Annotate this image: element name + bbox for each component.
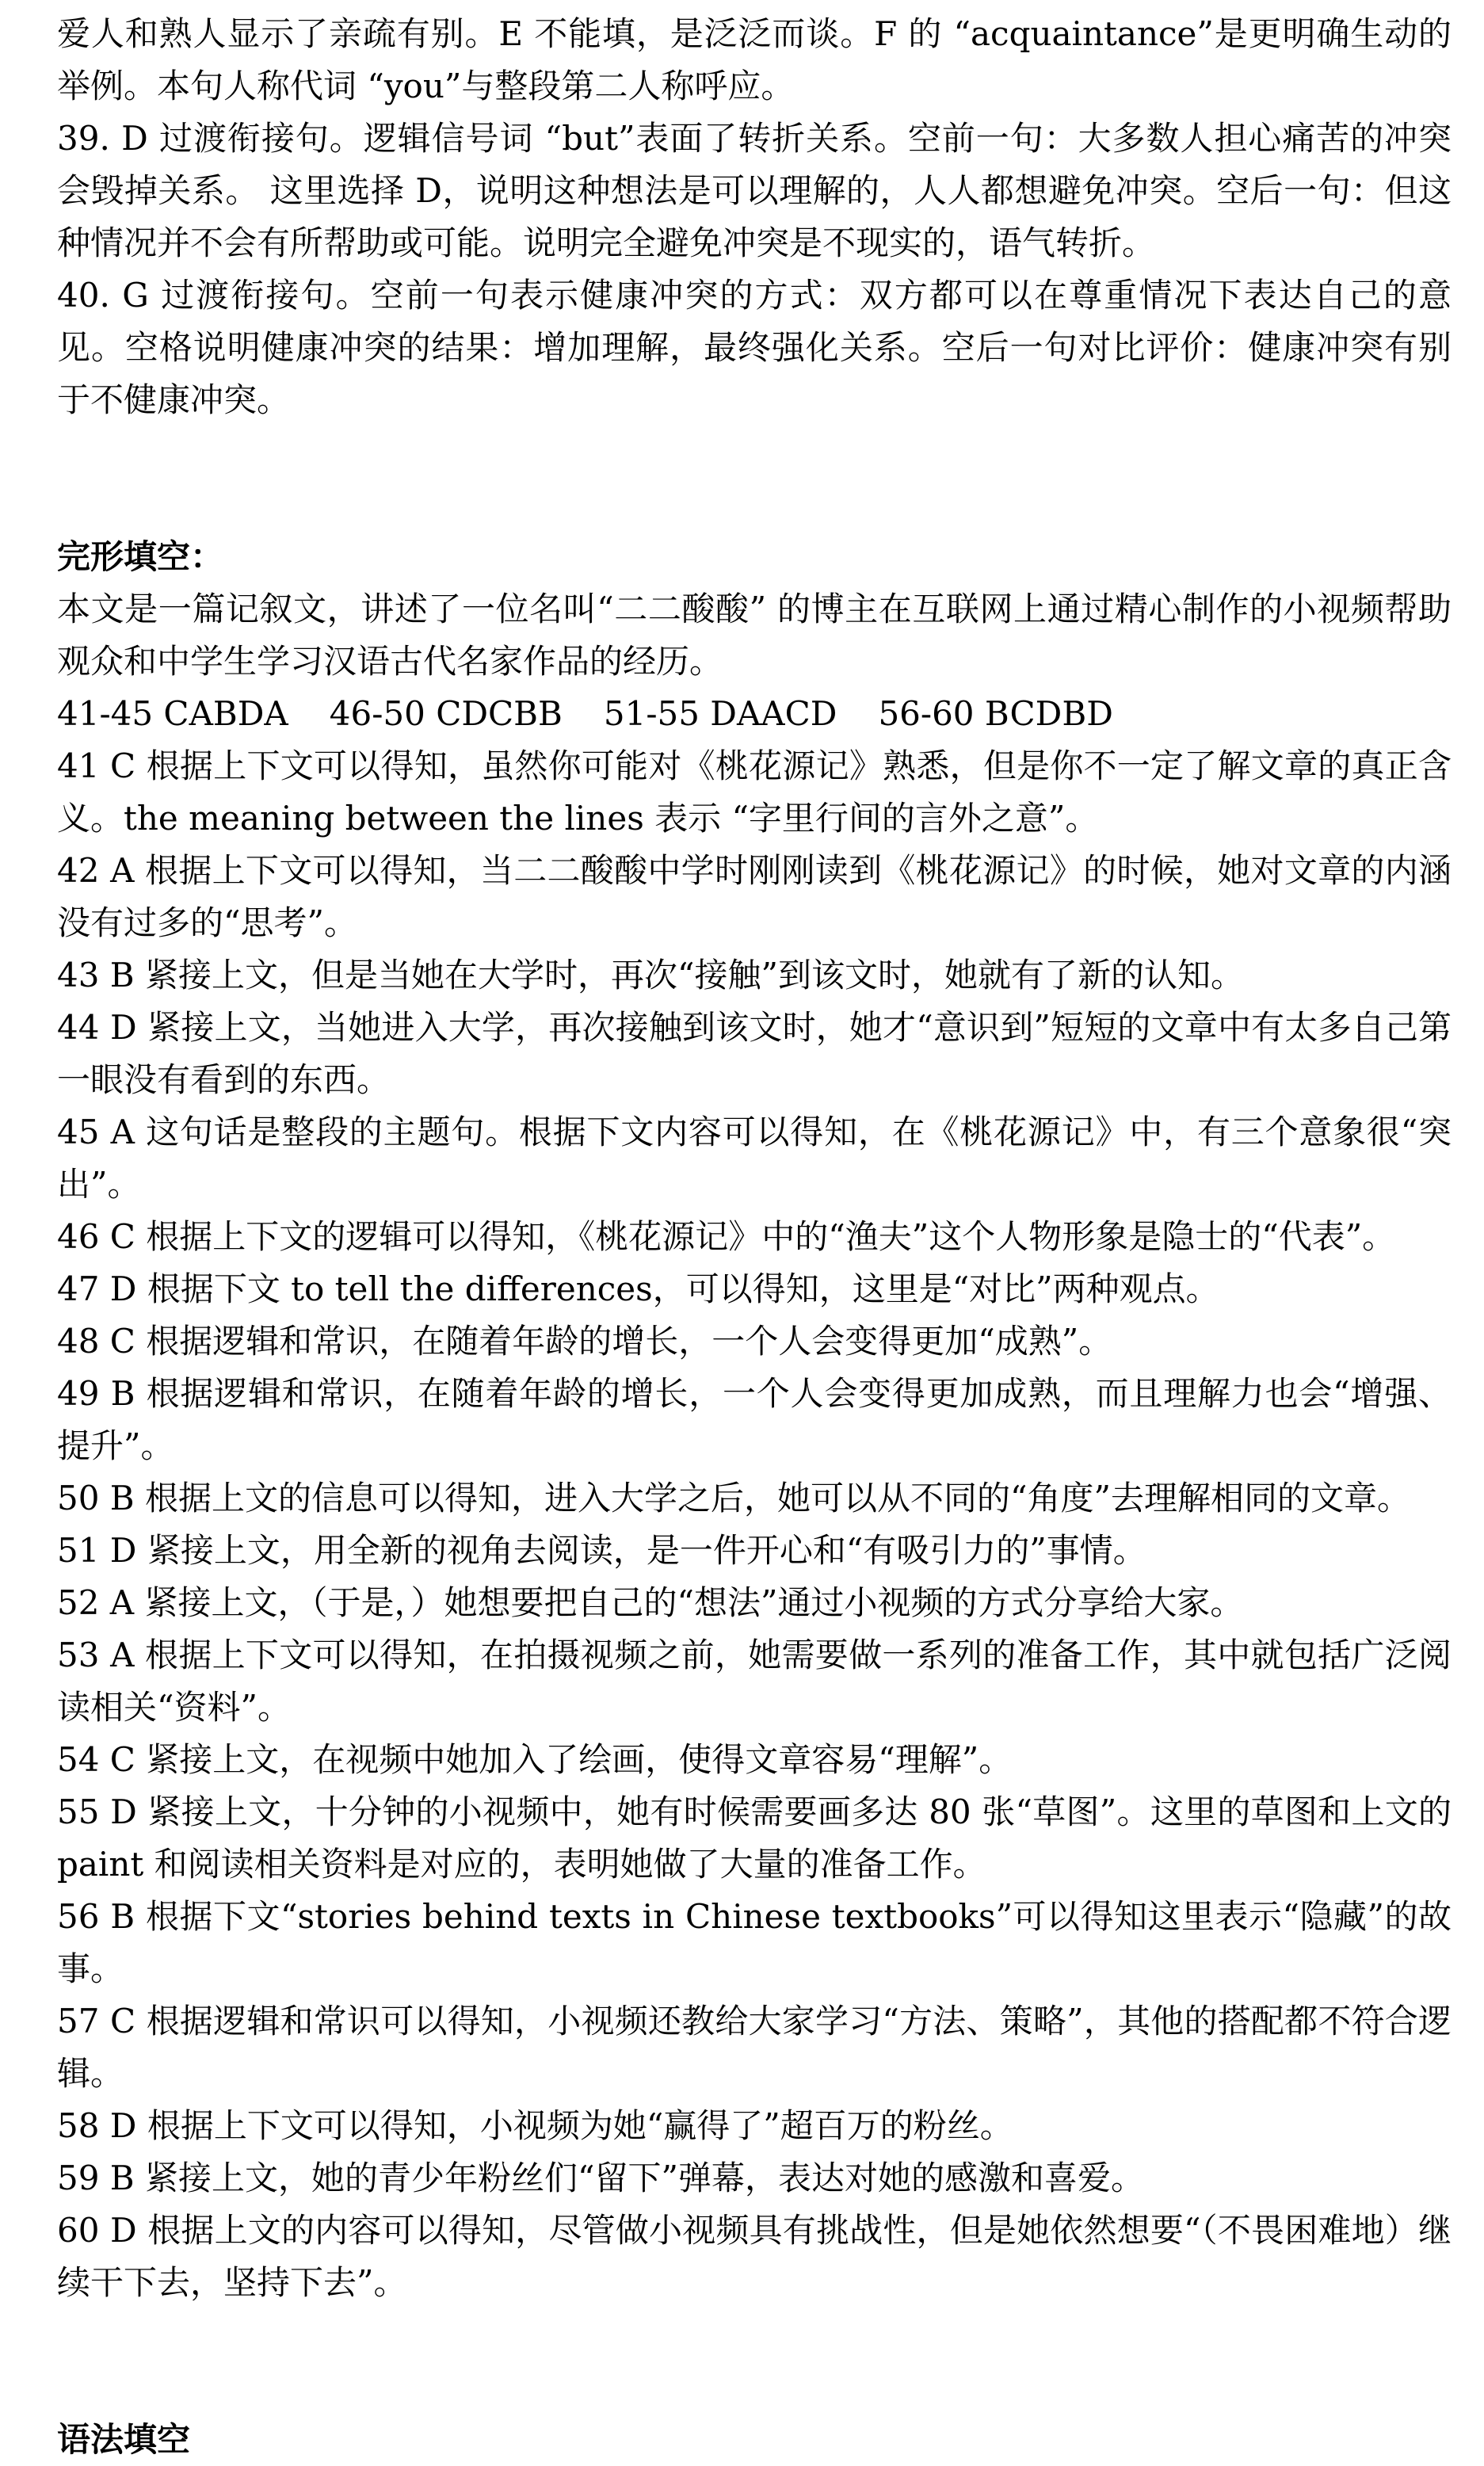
explanation-47: 47 D 根据下文 to tell the differences，可以得知，这里是“对比”两种观点。 bbox=[57, 1269, 1219, 1308]
answer-group: 41-45 CABDA bbox=[57, 694, 288, 733]
section-spacer bbox=[57, 426, 1452, 531]
explanation-59: 59 B 紧接上文，她的青少年粉丝们“留下”弹幕，表达对她的感激和喜爱。 bbox=[57, 2159, 1144, 2197]
explanation-60: 60 D 根据上文的内容可以得知，尽管做小视频具有挑战性，但是她依然想要“（不畏困难地）继续干下去，坚持下去”。 bbox=[57, 2211, 1452, 2302]
document-page bbox=[57, 8, 1452, 2466]
explanation-53: 53 A 根据上下文可以得知，在拍摄视频之前，她需要做一系列的准备工作，其中就包括广泛阅读相关“资料”。 bbox=[57, 1636, 1452, 1727]
grammar-heading: 语法填空 bbox=[57, 2420, 191, 2459]
explanation-45: 45 A 这句话是整段的主题句。根据下文内容可以得知，在《桃花源记》中，有三个意象很“突出”。 bbox=[57, 1113, 1452, 1204]
explanation-52: 52 A 紧接上文，（于是，）她想要把自己的“想法”通过小视频的方式分享给大家。 bbox=[57, 1583, 1244, 1622]
explanation-51: 51 D 紧接上文，用全新的视角去阅读，是一件开心和“有吸引力的”事情。 bbox=[57, 1531, 1146, 1570]
explanation-42: 42 A 根据上下文可以得知，当二二酸酸中学时刚刚读到《桃花源记》的时候，她对文章的内涵没有过多的“思考”。 bbox=[57, 851, 1452, 942]
explanation-55: 55 D 紧接上文，十分钟的小视频中，她有时候需要画多达 80 张“草图”。这里的草图和上文的 paint 和阅读相关资料是对应的，表明她做了大量的准备工作。 bbox=[57, 1792, 1452, 1884]
explanation-49: 49 B 根据逻辑和常识，在随着年龄的增长，一个人会变得更加成熟，而且理解力也会“增强、提升”。 bbox=[57, 1374, 1452, 1465]
explanation-50: 50 B 根据上文的信息可以得知，进入大学之后，她可以从不同的“角度”去理解相同的文章。 bbox=[57, 1479, 1410, 1517]
explanation-57: 57 C 根据逻辑和常识可以得知，小视频还教给大家学习“方法、策略”，其他的搭配都不符合逻辑。 bbox=[57, 2002, 1452, 2093]
explanation-58: 58 D 根据上下文可以得知，小视频为她“赢得了”超百万的粉丝。 bbox=[57, 2106, 1013, 2145]
explanation-41: 41 C 根据上下文可以得知，虽然你可能对《桃花源记》熟悉，但是你不一定了解文章的真正含义。the meaning between the lines 表示 “字里行间的言外之意”。 bbox=[57, 746, 1452, 838]
explanation-43: 43 B 紧接上文，但是当她在大学时，再次“接触”到该文时，她就有了新的认知。 bbox=[57, 956, 1244, 994]
paragraph-q39: 39. D 过渡衔接句。逻辑信号词 “but”表面了转折关系。空前一句：大多数人担心痛苦的冲突会毁掉关系。 这里选择 D，说明这种想法是可以理解的，人人都想避免冲突。空后一句：但这种情况并不会有所帮助或可能。说明完全避免冲突是不现实的，语气转折。 bbox=[57, 119, 1452, 262]
explanation-56: 56 B 根据下文“stories behind texts in Chinese textbooks”可以得知这里表示“隐藏”的故事。 bbox=[57, 1897, 1452, 1988]
section-spacer bbox=[57, 2309, 1452, 2414]
answer-group: 51-55 DAACD bbox=[603, 694, 837, 733]
explanation-46: 46 C 根据上下文的逻辑可以得知，《桃花源记》中的“渔夫”这个人物形象是隐士的“代表”。 bbox=[57, 1217, 1396, 1256]
explanation-48: 48 C 根据逻辑和常识，在随着年龄的增长，一个人会变得更加“成熟”。 bbox=[57, 1322, 1112, 1361]
answer-group: 46-50 CDCBB bbox=[329, 694, 563, 733]
cloze-heading: 完形填空： bbox=[57, 537, 224, 576]
cloze-answer-key bbox=[57, 688, 1452, 740]
paragraph-acquaintance: 爱人和熟人显示了亲疏有别。E 不能填，是泛泛而谈。F 的 “acquaintance”是更明确生动的举例。本句人称代词 “you”与整段第二人称呼应。 bbox=[57, 14, 1452, 105]
cloze-intro: 本文是一篇记叙文，讲述了一位名叫“二二酸酸” 的博主在互联网上通过精心制作的小视频帮助观众和中学生学习汉语古代名家作品的经历。 bbox=[57, 590, 1452, 681]
explanation-44: 44 D 紧接上文，当她进入大学，再次接触到该文时，她才“意识到”短短的文章中有太多自己第一眼没有看到的东西。 bbox=[57, 1008, 1452, 1099]
answer-group: 56-60 BCDBD bbox=[878, 694, 1113, 733]
explanation-54: 54 C 紧接上文，在视频中她加入了绘画，使得文章容易“理解”。 bbox=[57, 1740, 1013, 1779]
paragraph-q40: 40. G 过渡衔接句。空前一句表示健康冲突的方式：双方都可以在尊重情况下表达自己的意见。空格说明健康冲突的结果：增加理解，最终强化关系。空后一句对比评价：健康冲突有别于不健康冲突。 bbox=[57, 276, 1452, 419]
